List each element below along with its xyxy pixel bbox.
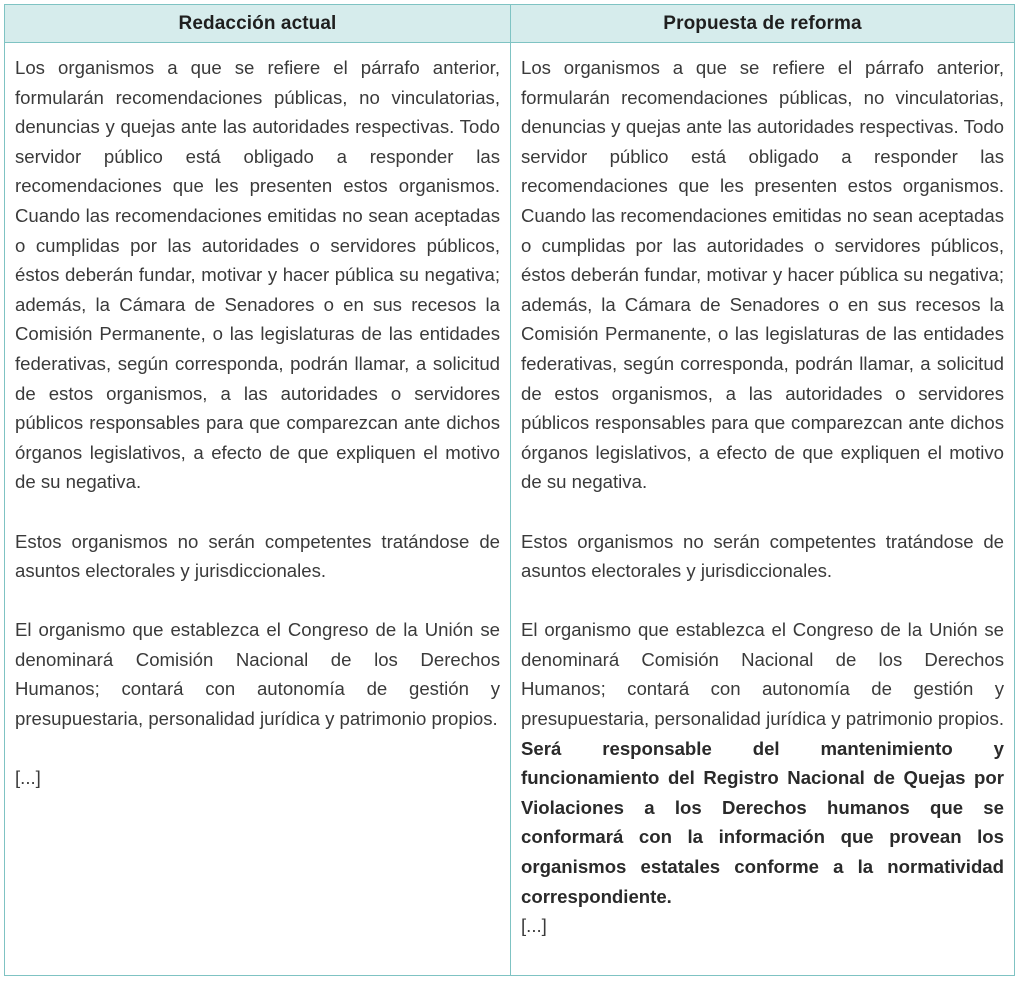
proposal-ellipsis: [...] xyxy=(521,915,547,937)
comparison-table xyxy=(4,4,1015,976)
header-current-label: Redacción actual xyxy=(178,12,337,34)
proposal-paragraph-2: Estos organismos no serán competentes tratándose de asuntos electorales y jurisdiccionales. xyxy=(521,530,1004,582)
current-ellipsis: [...] xyxy=(15,767,41,789)
current-paragraph-2: Estos organismos no serán competentes tratándose de asuntos electorales y jurisdiccionales. xyxy=(15,530,500,582)
proposal-paragraph-3 xyxy=(521,615,1004,911)
header-current xyxy=(5,5,511,43)
header-proposal-label: Propuesta de reforma xyxy=(663,12,862,34)
header-proposal xyxy=(511,5,1014,43)
proposal-text-cell xyxy=(511,43,1014,975)
current-paragraph-1: Los organismos a que se refiere el párrafo anterior, formularán recomendaciones públicas, no vinculatorias, denuncias y quejas ante las autoridades respectivas. Todo servidor público está obligado a responder las recomendaciones que les presenten estos organismos. Cuando las recomendaciones emitidas no sean aceptadas o cumplidas por las autoridades o servidores públicos, éstos deberán fundar, motivar y hacer pública su negativa; además, la Cámara de Senadores o en sus recesos la Comisión Permanente, o las legislaturas de las entidades federativas, según corresponda, podrán llamar, a solicitud de estos organismos, a las autoridades o servidores públicos responsables para que comparezcan ante dichos órganos legislativos, a efecto de que expliquen el motivo de su negativa. xyxy=(15,57,500,493)
proposal-reform-addition: Será responsable del mantenimiento y funcionamiento del Registro Nacional de Quejas por Violaciones a los Derechos humanos que se conformará con la información que provean los organismos estatales conforme a la normatividad correspondiente. xyxy=(521,737,1004,907)
proposal-paragraph-1: Los organismos a que se refiere el párrafo anterior, formularán recomendaciones públicas, no vinculatorias, denuncias y quejas ante las autoridades respectivas. Todo servidor público está obligado a responder las recomendaciones que les presenten estos organismos. Cuando las recomendaciones emitidas no sean aceptadas o cumplidas por las autoridades o servidores públicos, éstos deberán fundar, motivar y hacer pública su negativa; además, la Cámara de Senadores o en sus recesos la Comisión Permanente, o las legislaturas de las entidades federativas, según corresponda, podrán llamar, a solicitud de estos organismos, a las autoridades o servidores públicos responsables para que comparezcan ante dichos órganos legislativos, a efecto de que expliquen el motivo de su negativa. xyxy=(521,57,1004,493)
proposal-paragraph-3-text: El organismo que establezca el Congreso de la Unión se denominará Comisión Nacional de los Derechos Humanos; contará con autonomía de gestión y presupuestaria, personalidad jurídica y patrimonio propios. xyxy=(521,619,1004,730)
current-paragraph-3: El organismo que establezca el Congreso de la Unión se denominará Comisión Nacional de los Derechos Humanos; contará con autonomía de gestión y presupuestaria, personalidad jurídica y patrimonio propios. xyxy=(15,619,500,730)
current-text-cell xyxy=(5,43,511,975)
